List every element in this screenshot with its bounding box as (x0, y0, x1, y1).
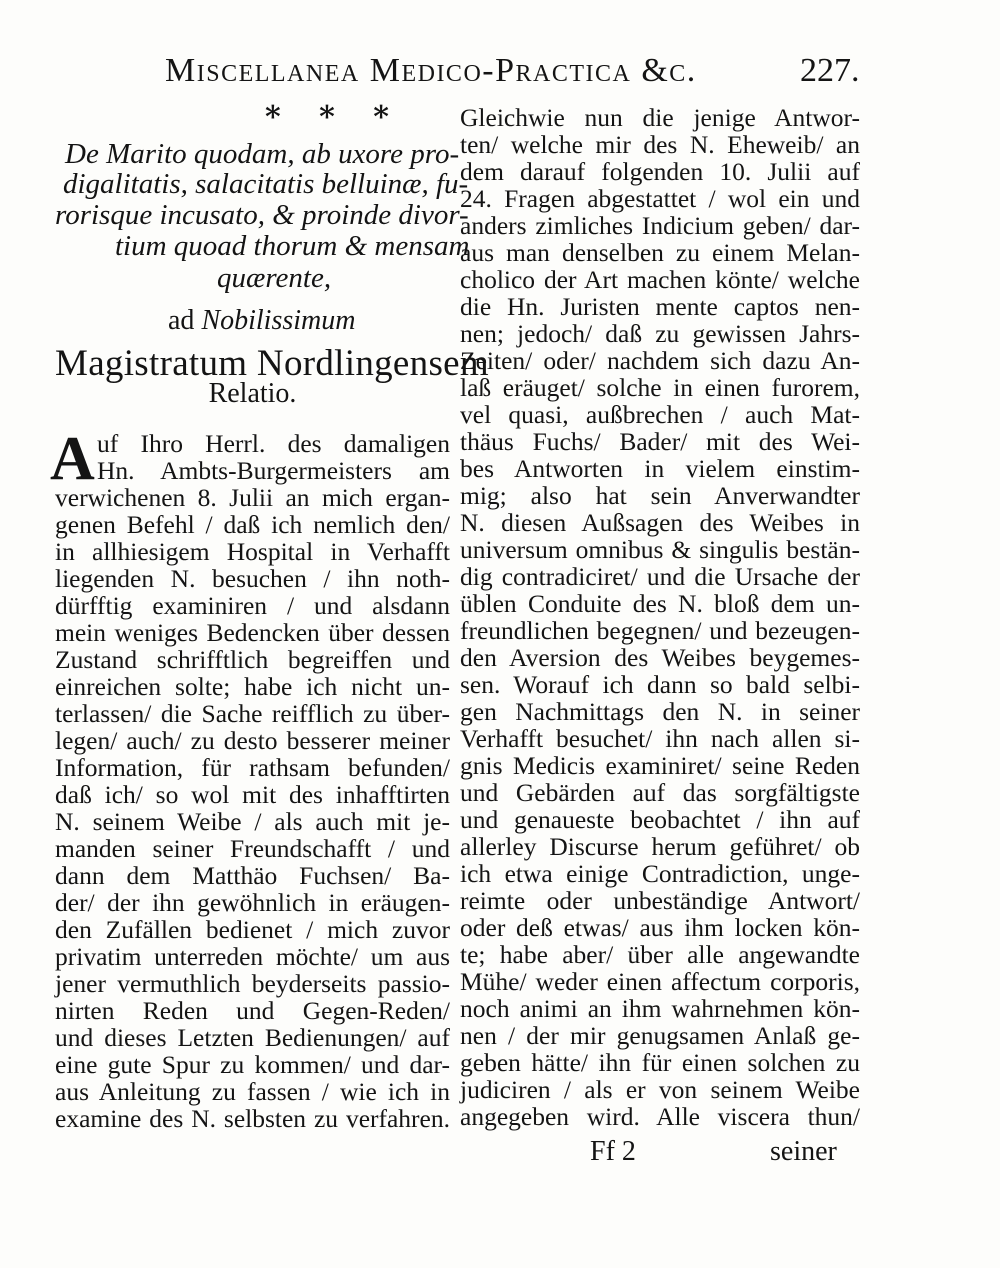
relatio-heading: Relatio. (208, 378, 297, 409)
page-number: 227. (800, 52, 860, 89)
text-line: examine des N. selbsten zu verfahren. (55, 1104, 450, 1133)
text-line: jener vermuthlich beyderseits passio- (55, 969, 450, 998)
text-line: thäus Fuchs/ Bader/ mit des Wei- (460, 427, 860, 456)
text-line: liegenden N. besuchen / ihn noth- (55, 564, 450, 593)
text-line: dürfftig examiniren / und alsdann (55, 591, 450, 620)
section-title-line: digalitatis, salacitatis belluinæ, fu- (63, 168, 469, 200)
text-line: oder deß etwas/ aus ihm locken kön- (460, 913, 860, 942)
text-line: den Zufällen bedienet / mich zuvor (55, 915, 450, 944)
text-line: mein weniges Bedencken über dessen (55, 618, 450, 647)
nobilissimum-word: Nobilissimum (201, 305, 356, 336)
section-title-line: quærente, (217, 262, 332, 294)
text-line: und genaueste beobachtet / ihn auf (460, 805, 860, 834)
text-line: Verhafft besuchet/ ihn nach allen si- (460, 724, 860, 753)
text-line: geben hätte/ ihn für einen solchen zu (460, 1048, 860, 1077)
drop-cap: A (50, 425, 95, 493)
text-line: verwichenen 8. Julii an mich ergan- (55, 483, 450, 512)
section-title-line: tium quoad thorum & mensam (115, 230, 470, 262)
text-line: dig contradiciret/ und die Ursache der (460, 562, 860, 591)
text-line: der/ der ihn gewöhnlich in eräugen- (55, 888, 450, 917)
text-line: bes Antworten in vielem einstim- (460, 454, 860, 483)
text-line: N. seinem Weibe / als auch mit je- (55, 807, 450, 836)
signature-mark: Ff 2 (590, 1136, 636, 1167)
text-line: dem darauf folgenden 10. Julii auf (460, 157, 860, 186)
text-line: daß ich/ so wol mit des inhafftirten (55, 780, 450, 809)
text-line: üblen Conduite des N. bloß dem un- (460, 589, 860, 618)
text-line: terlassen/ die Sache reifflich zu über- (55, 699, 450, 728)
text-line: aus man denselben zu einem Melan- (460, 238, 860, 267)
text-line: freundlichen begegnen/ und bezeugen- (460, 616, 860, 645)
text-line: Gleichwie nun die jenige Antwor- (460, 103, 860, 132)
text-line: cholico der Art machen könte/ welche (460, 265, 860, 294)
text-line: aus Anleitung zu fassen / wie ich in (55, 1077, 450, 1106)
text-line: gen Nachmittags den N. in seiner (460, 697, 860, 726)
text-line: den Aversion des Weibes beygemes- (460, 643, 860, 672)
text-line: einreichen solte; habe ich nicht un- (55, 672, 450, 701)
section-title-line: rorisque incusato, & proinde divor- (55, 199, 469, 231)
text-line: dann dem Matthäo Fuchsen/ Ba- (55, 861, 450, 890)
text-line: te; habe aber/ über alle angewandte (460, 940, 860, 969)
text-line: ich etwa einige Contradiction, unge- (460, 859, 860, 888)
text-line: judiciren / als er von seinem Weibe (460, 1075, 860, 1104)
text-line: die Hn. Juristen mente captos nen- (460, 292, 860, 321)
text-line: noch animi an ihm wahrnehmen kön- (460, 994, 860, 1023)
text-line: nen / der mir genugsamen Anlaß ge- (460, 1021, 860, 1050)
text-line: nirten Reden und Gegen-Reden/ (55, 996, 450, 1025)
text-line: nen; jedoch/ daß zu gewissen Jahrs- (460, 319, 860, 348)
text-line: manden seiner Freundschafft / und (55, 834, 450, 863)
text-line: Hn. Ambts-Burgermeisters am (97, 456, 450, 485)
magistratum-heading: Magistratum Nordlingensem (55, 343, 489, 384)
section-title-line: De Marito quodam, ab uxore pro- (65, 138, 460, 170)
text-line: legen/ auch/ zu desto besserer meiner (55, 726, 450, 755)
text-line: allerley Discurse herum geführet/ ob (460, 832, 860, 861)
text-line: mig; also hat sein Anverwandter (460, 481, 860, 510)
text-line: sen. Worauf ich dann so bald selbi- (460, 670, 860, 699)
text-line: Information, für rathsam befunden/ (55, 753, 450, 782)
text-line: vel quasi, außbrechen / auch Mat- (460, 400, 860, 429)
text-line: uf Ihro Herrl. des damaligen (97, 429, 450, 458)
text-line: eine gute Spur zu kommen/ und dar- (55, 1050, 450, 1079)
text-line: universum omnibus & singulis bestän- (460, 535, 860, 564)
text-line: angegeben wird. Alle viscera thun/ (460, 1102, 860, 1131)
text-line: genen Befehl / daß ich nemlich den/ (55, 510, 450, 539)
text-line: und Gebärden auf das sorgfältigste (460, 778, 860, 807)
text-line: Zustand schrifftlich begreiffen und (55, 645, 450, 674)
text-line: gnis Medicis examiniret/ seine Reden (460, 751, 860, 780)
text-line: privatim unterreden möchte/ um aus (55, 942, 450, 971)
text-line: Mühe/ weder einen affectum corporis, (460, 967, 860, 996)
text-line: und dieses Letzten Bedienungen/ auf (55, 1023, 450, 1052)
text-line: ten/ welche mir des N. Eheweib/ an (460, 130, 860, 159)
text-line: Zeiten/ oder/ nachdem sich dazu An- (460, 346, 860, 375)
running-title: Miscellanea Medico-Practica &c. (165, 52, 697, 89)
asterism-ornament: * * * (265, 100, 403, 135)
text-line: laß eräuget/ solche in einen furorem, (460, 373, 860, 402)
dedication-line (168, 305, 355, 337)
text-line: in allhiesigem Hospital in Verhafft (55, 537, 450, 566)
text-line: 24. Fragen abgestattet / wol ein und (460, 184, 860, 213)
text-line: anders zimliches Indicium geben/ dar- (460, 211, 860, 240)
catchword: seiner (770, 1136, 837, 1167)
text-line: N. diesen Außsagen des Weibes in (460, 508, 860, 537)
ad-word: ad (168, 305, 195, 336)
text-line: reimte oder unbeständige Antwort/ (460, 886, 860, 915)
